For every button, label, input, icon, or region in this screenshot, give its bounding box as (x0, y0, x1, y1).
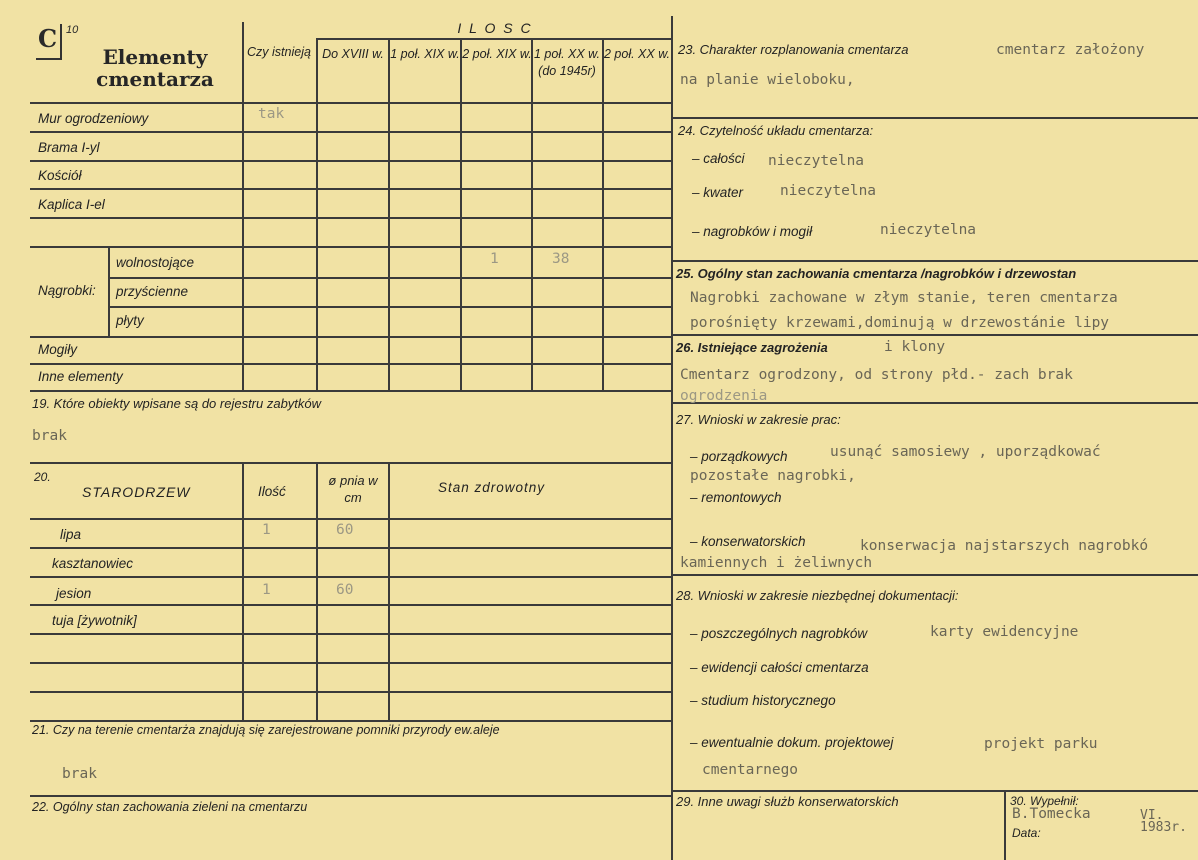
q21-label: 21. Czy na terenie cmentarża znajdują się zarejestrowane pomniki przyrody ew.aleje (32, 723, 500, 737)
grid-line (242, 22, 244, 390)
grid-line (388, 462, 390, 720)
row-label-kaplica: Kaplica I-el (38, 197, 105, 212)
q25-line1: Nagrobki zachowane w złym stanie, teren cmentarza (690, 290, 1118, 306)
row-label-wolnostojace: wolnostojące (116, 255, 195, 270)
row-label-przyscienne: przyścienne (116, 284, 189, 299)
grid-line (30, 604, 671, 606)
col-header-2pol-xix: 2 poł. XIX w. (462, 47, 532, 61)
grid-line (316, 38, 671, 40)
q23-answer1: cmentarz założony (996, 42, 1145, 58)
tree-count-lipa: 1 (262, 522, 271, 538)
wolnostojace-1pol-xx-value: 38 (552, 251, 570, 267)
q23-answer2: na planie wieloboku, (680, 72, 855, 88)
q28-proj1: projekt parku (984, 736, 1098, 752)
tree-diam-lipa: 60 (336, 522, 354, 538)
row-label-kosciol: Kościół (38, 168, 82, 183)
q24-calosci-value: nieczytelna (768, 153, 865, 169)
q24-label: 24. Czytelność układu cmentarza: (678, 123, 874, 138)
section-letter-box (36, 24, 62, 60)
grid-line (30, 691, 671, 693)
grid-line (30, 390, 671, 392)
q26-line1: Cmentarz ogrodzony, od strony płd.- zach brak (680, 367, 1073, 383)
title-line1: Elementy (102, 45, 208, 69)
q30-date-label: Data: (1012, 826, 1041, 840)
q21-answer: brak (62, 766, 97, 782)
grid-line (671, 790, 1198, 792)
grid-line (30, 518, 671, 520)
q24-nagrobkow-value: nieczytelna (880, 222, 977, 238)
grid-line (242, 462, 244, 720)
q24-kwater-value: nieczytelna (780, 183, 877, 199)
section-letter: C (38, 24, 58, 53)
wolnostojace-2pol-xix-value: 1 (490, 251, 499, 267)
mur-exists-value: tak (258, 106, 285, 122)
grid-line (30, 662, 671, 664)
col-header-xviii: Do XVIII w. (322, 47, 384, 61)
col-header-1pol-xx: 1 poł. XX w. (do 1945r) (533, 47, 600, 78)
q26-line2: ogrodzenia (680, 388, 768, 404)
grid-line (108, 277, 671, 279)
q28-proj2: cmentarnego (702, 762, 799, 778)
q27-label: 27. Wnioski w zakresie prac: (676, 412, 841, 427)
q28-stud-label: – studium historycznego (690, 693, 836, 708)
grid-line (30, 246, 671, 248)
q28-pojed-value: karty ewidencyjne (930, 624, 1079, 640)
q25-line2: porośnięty krzewami,dominują w drzewostánie lipy (690, 315, 1110, 331)
grid-line (30, 102, 671, 104)
q19-label: 19. Które obiekty wpisane są do rejestru zabytków (32, 396, 322, 411)
grid-line (1004, 790, 1006, 860)
col-header-1pol-xix: 1 poł. XIX w. (390, 47, 460, 61)
grid-line (30, 633, 671, 635)
grid-line (108, 306, 671, 308)
q20-number: 20. (34, 470, 51, 484)
row-label-mogily: Mogiły (38, 342, 78, 357)
grid-line (30, 576, 671, 578)
q28-pojed-label: – poszczególnych nagrobków (690, 626, 868, 641)
ilosc-header: I L O S C (457, 20, 533, 36)
tree-name-kasztanowiec: kasztanowiec (52, 556, 134, 571)
q27-kons-label: – konserwatorskich (690, 534, 806, 549)
grid-line (671, 574, 1198, 576)
q29-label: 29. Inne uwagi służb konserwatorskich (676, 794, 899, 809)
tree-name-lipa: lipa (60, 527, 82, 542)
q30-date: VI. 1983r. (1140, 808, 1187, 835)
tree-diam-jesion: 60 (336, 582, 354, 598)
q28-label: 28. Wnioski w zakresie niezbędnej dokumentacji: (676, 588, 959, 603)
center-divider (671, 16, 673, 860)
grid-line (30, 795, 671, 797)
row-label-mur: Mur ogrodzeniowy (38, 111, 149, 126)
q27-kons1: konserwacja najstarszych nagrobkó (860, 538, 1149, 554)
grid-line (30, 217, 671, 219)
grid-line (30, 160, 671, 162)
q27-kons2: kamiennych i żeliwnych (680, 555, 873, 571)
col-header-2pol-xx: 2 poł. XX w. (604, 47, 671, 61)
q26-label: 26. Istniejące zagrożenia (676, 340, 828, 355)
q20-header-diam: ø pnia w cm (328, 473, 378, 505)
grid-line (30, 336, 671, 338)
q27-rem-label: – remontowych (690, 490, 782, 505)
q27-porz1: usunąć samosiewy , uporządkować (830, 444, 1101, 460)
q23-label: 23. Charakter rozplanowania cmentarza (678, 42, 909, 57)
grid-line (671, 117, 1198, 119)
q19-answer: brak (32, 428, 67, 444)
tree-count-jesion: 1 (262, 582, 271, 598)
row-label-inne: Inne elementy (38, 369, 123, 384)
grid-line (30, 547, 671, 549)
row-label-plyty: płyty (116, 313, 144, 328)
q20-header-tree: STARODRZEW (82, 484, 191, 500)
tree-name-tuja: tuja [żywotnik] (52, 613, 137, 628)
q28-proj-label: – ewentualnie dokum. projektowej (690, 735, 894, 750)
grid-line (671, 260, 1198, 262)
grid-line (30, 720, 671, 722)
grid-line (30, 462, 671, 464)
row-label-brama: Brama I-yl (38, 140, 100, 155)
grid-line (108, 246, 110, 336)
grid-line (30, 363, 671, 365)
q24-calosci-label: – całości (692, 151, 745, 166)
grid-line (30, 131, 671, 133)
q24-kwater-label: – kwater (692, 185, 744, 200)
q26-line0: i klony (884, 339, 946, 355)
q27-porz-label: – porządkowych (690, 449, 788, 464)
grid-line (30, 188, 671, 190)
q30-label: 30. Wypełnił: (1010, 794, 1079, 808)
q20-header-health: Stan zdrowotny (438, 480, 546, 495)
tree-name-jesion: jesion (56, 586, 92, 601)
section-number: 10 (66, 24, 79, 36)
q25-label: 25. Ogólny stan zachowania cmentarza /nagrobków i drzewostan (676, 266, 1077, 281)
q28-ewid-label: – ewidencji całości cmentarza (690, 660, 869, 675)
q24-nagrobkow-label: – nagrobków i mogił (692, 224, 813, 239)
grid-line (671, 334, 1198, 336)
q30-name: B.Tomecka (1012, 806, 1091, 822)
nagrobki-label: Nągrobki: (38, 283, 96, 298)
q22-label: 22. Ogólny stan zachowania zieleni na cmentarzu (32, 800, 308, 814)
q27-porz2: pozostałe nagrobki, (690, 468, 856, 484)
col-exists-header: Czy istnieją (247, 45, 311, 59)
title-line2: cmentarza (96, 67, 214, 91)
section-title (70, 46, 240, 90)
q20-header-count: Ilość (258, 484, 286, 499)
